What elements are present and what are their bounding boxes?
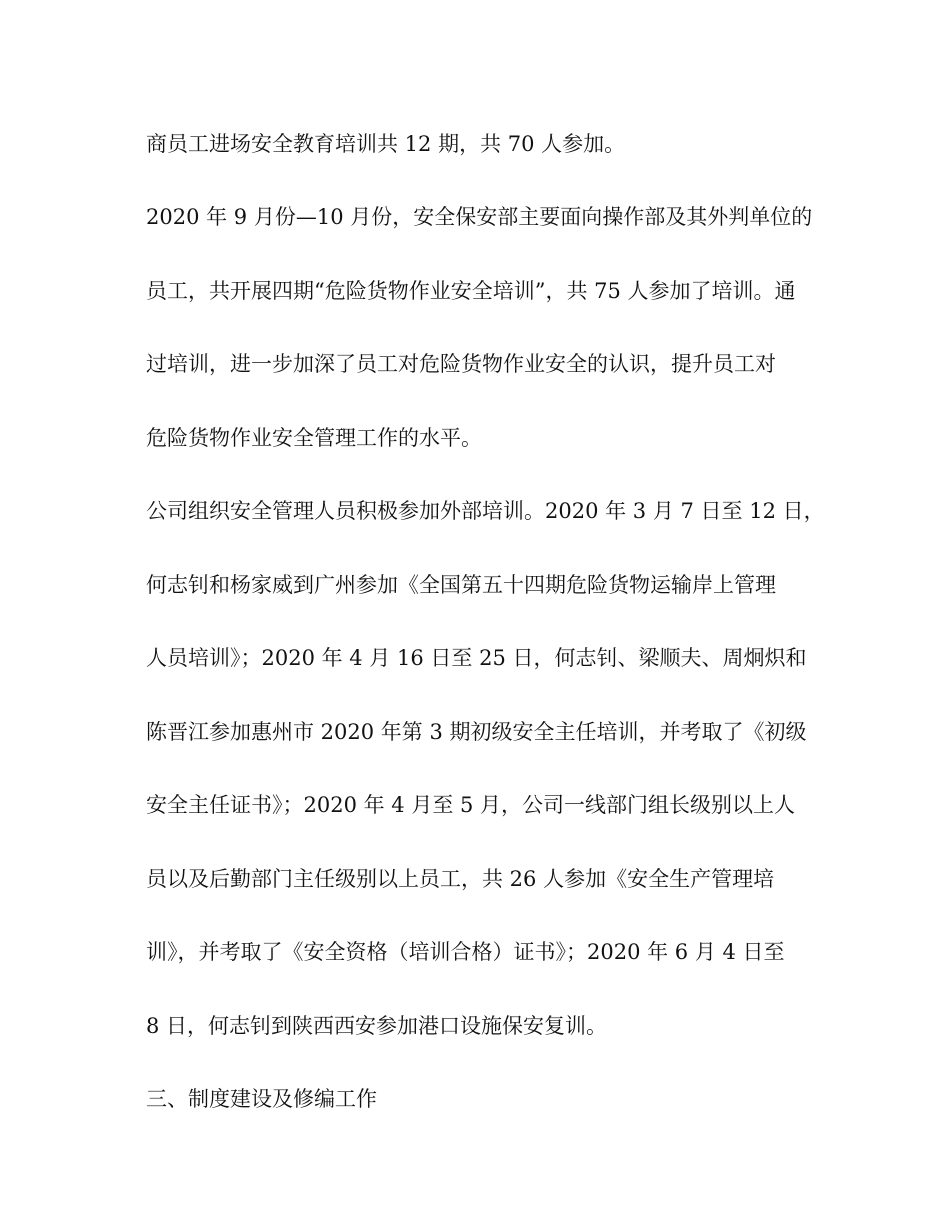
text-line-5: 危险货物作业安全管理工作的水平。: [146, 426, 482, 450]
section-heading: 三、制度建设及修编工作: [146, 1087, 377, 1111]
text-line-12: 训》，并考取了《安全资格（培训合格）证书》；2020 年 6 月 4 日至: [146, 940, 785, 964]
text-line-10: 安全主任证书》；2020 年 4 月至 5 月，公司一线部门组长级别以上人: [146, 793, 796, 817]
text-line-3: 员工，共开展四期“危险货物作业安全培训”，共 75 人参加了培训。通: [146, 279, 796, 303]
text-line-2: 2020 年 9 月份—10 月份，安全保安部主要面向操作部及其外判单位的: [146, 205, 813, 229]
text-line-1: 商员工进场安全教育培训共 12 期，共 70 人参加。: [146, 132, 626, 156]
text-line-4: 过培训，进一步加深了员工对危险货物作业安全的认识，提升员工对: [146, 352, 776, 376]
text-line-7: 何志钊和杨家威到广州参加《全国第五十四期危险货物运输岸上管理: [146, 573, 776, 597]
text-line-11: 员以及后勤部门主任级别以上员工，共 26 人参加《安全生产管理培: [146, 867, 775, 891]
text-line-13: 8 日，何志钊到陕西西安参加港口设施保安复训。: [146, 1014, 608, 1038]
text-line-8: 人员培训》；2020 年 4 月 16 日至 25 日，何志钊、梁顺夫、周炯炽和: [146, 646, 807, 670]
text-line-9: 陈晋江参加惠州市 2020 年第 3 期初级安全主任培训，并考取了《初级: [146, 720, 807, 744]
text-line-6: 公司组织安全管理人员积极参加外部培训。2020 年 3 月 7 日至 12 日，: [146, 499, 825, 523]
